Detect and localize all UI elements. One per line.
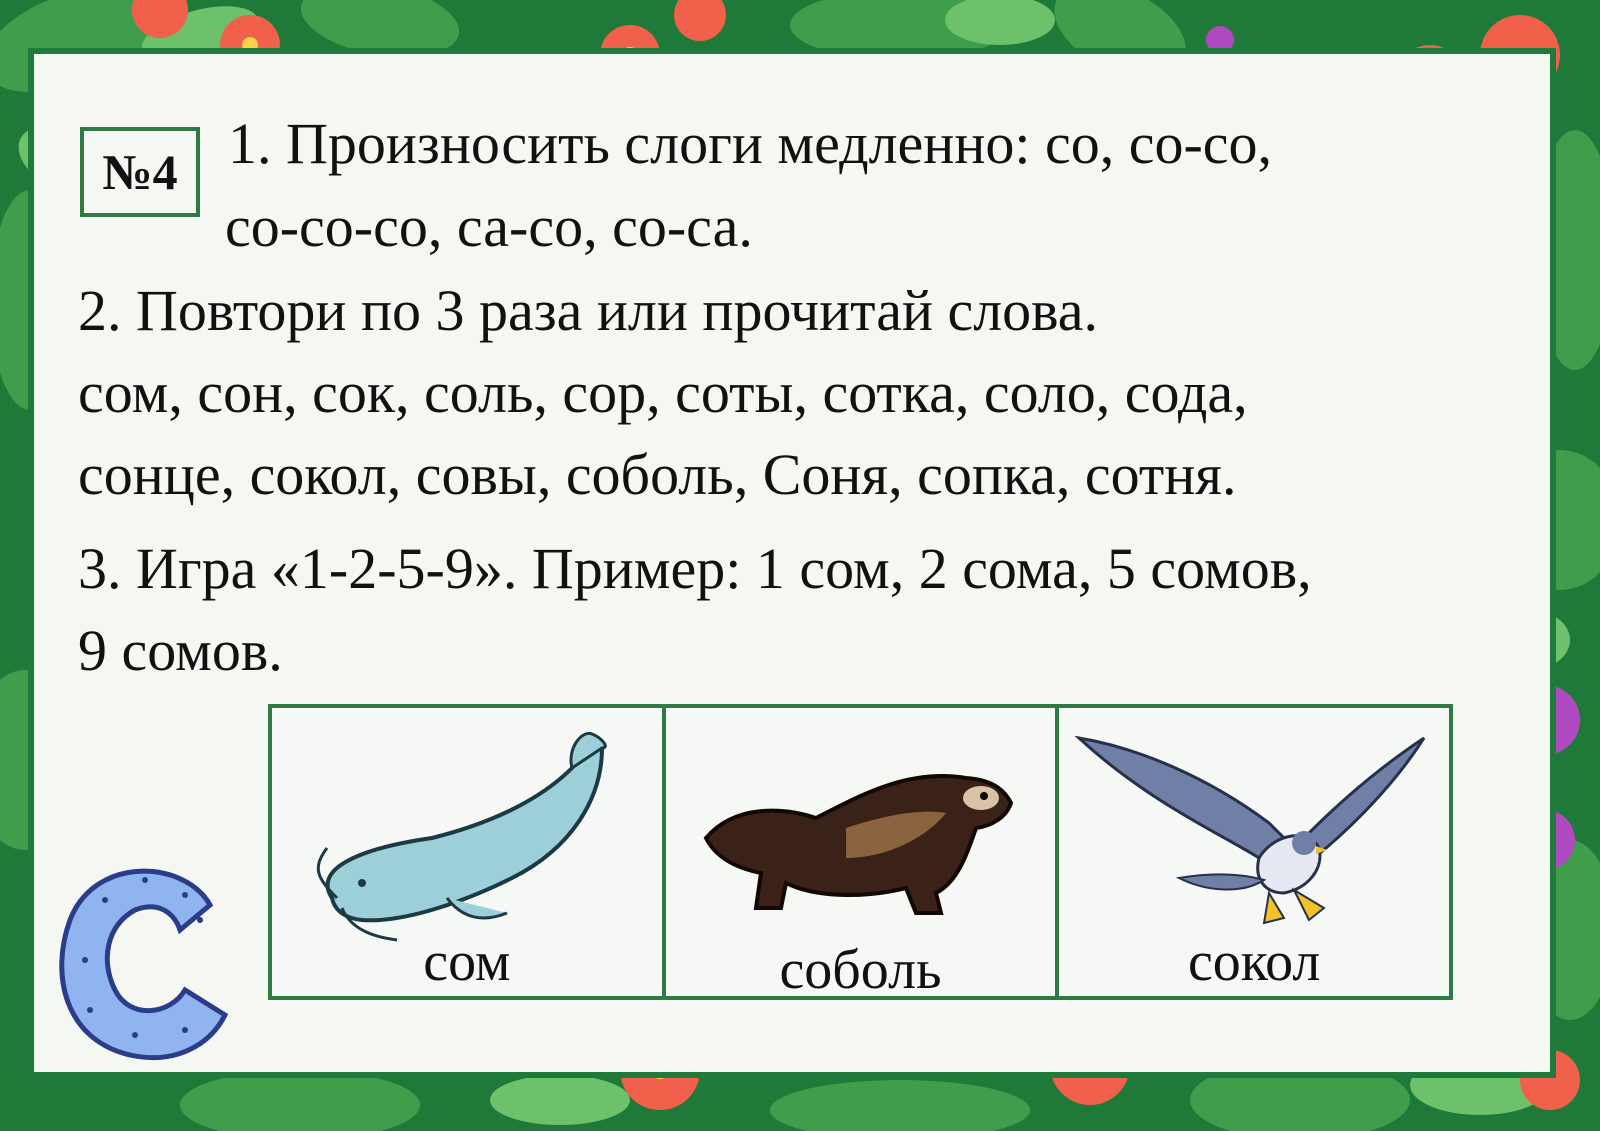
task2-words-line2: сонце, сокол, совы, соболь, Соня, сопка, сотня. — [78, 442, 1237, 507]
letter-c-decoration-icon — [35, 840, 245, 1080]
task1-line2: со-со-со, са-со, со-са. — [225, 194, 753, 259]
card-catfish — [272, 708, 666, 996]
task3-line2: 9 сомов. — [78, 618, 283, 683]
task-number-badge: №4 — [80, 127, 200, 217]
task2-title: 2. Повтори по 3 раза или прочитай слова. — [78, 278, 1099, 343]
caption-catfish: сом — [423, 931, 511, 993]
picture-cards — [268, 704, 1453, 1000]
card-sable — [666, 708, 1060, 1001]
task1-line1: 1. Произносить слоги медленно: со, со-со, — [228, 111, 1273, 176]
caption-sable: соболь — [779, 939, 942, 1001]
task3-line1: 3. Игра «1-2-5-9». Пример: 1 сом, 2 сома, 5 сомов, — [78, 536, 1312, 601]
task2-words-line1: сом, сон, сок, соль, сор, соты, сотка, соло, сода, — [78, 360, 1248, 425]
card-falcon — [1059, 708, 1449, 996]
caption-falcon: сокол — [1187, 931, 1321, 993]
